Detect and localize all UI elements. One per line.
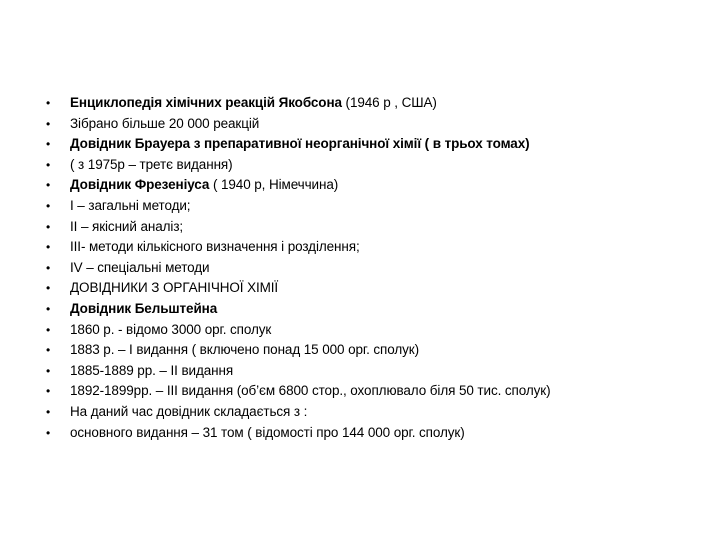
bullet-icon: • (46, 281, 51, 296)
list-item-normal-text: ( з 1975р – третє видання) (70, 156, 233, 172)
list-item-text (70, 381, 706, 402)
bullet-icon: • (46, 96, 51, 110)
list-item-normal-text: На даний час довідник складається з : (70, 403, 308, 419)
list-item-text (70, 237, 706, 258)
list-item-text (70, 320, 706, 341)
list-item-text (70, 155, 706, 176)
list-item-bold-text: Довідник Фрезеніуса (70, 177, 210, 193)
list-item-text (70, 340, 706, 361)
list-item-text (70, 258, 706, 279)
list-item-normal-text: 1892-1899рр. – ІІІ видання (об’єм 6800 стор., охоплювало біля 50 тис. сполук) (70, 383, 551, 399)
bullet-icon: • (46, 178, 51, 193)
list-item-normal-text: основного видання – 31 том ( відомості про 144 000 орг. сполук) (70, 424, 465, 440)
list-item-normal-text: 1885-1889 рр. – ІІ видання (70, 362, 234, 378)
list-item-text (70, 278, 706, 299)
list-item-text (70, 402, 706, 423)
bullet-icon: • (46, 425, 51, 440)
list-item (46, 361, 706, 382)
list-item (46, 299, 706, 320)
list-item (46, 114, 706, 135)
list-item (46, 402, 706, 423)
list-item (46, 320, 706, 341)
list-item (46, 258, 706, 279)
list-item (46, 93, 706, 114)
list-item (46, 278, 706, 299)
list-item-normal-text: 1883 р. – І видання ( включено понад 15 000 орг. сполук) (70, 342, 420, 358)
list-item-text (70, 93, 706, 114)
bullet-icon: • (46, 198, 51, 213)
list-item-text (70, 361, 706, 382)
list-item-normal-text: IV – спеціальні методи (70, 259, 210, 275)
list-item-normal-text: Зібрано більше 20 000 реакцій (70, 115, 260, 131)
bullet-icon: • (46, 404, 51, 419)
bullet-list (46, 93, 706, 443)
list-item-normal-text: ( 1940 р, Німеччина) (209, 177, 339, 193)
list-item-normal-text: І – загальні методи; (70, 197, 191, 213)
list-item (46, 237, 706, 258)
list-item-text (70, 175, 706, 196)
list-item-normal-text: ДОВІДНИКИ З ОРГАНІЧНОЇ ХІМІЇ (70, 280, 279, 296)
list-item-normal-text: ІІІ- методи кількісного визначення і розділення; (70, 239, 360, 255)
bullet-icon: • (46, 322, 51, 337)
list-item (46, 175, 706, 196)
list-item-bold-text: Енциклопедія хімічних реакцій Якобсона (70, 95, 342, 110)
list-item-text (70, 299, 706, 320)
bullet-icon: • (46, 384, 51, 399)
list-item-normal-text: (1946 р , США) (341, 95, 437, 110)
list-item-normal-text: 1860 р. - відомо 3000 орг. сполук (70, 321, 272, 337)
list-item (46, 155, 706, 176)
list-item (46, 340, 706, 361)
bullet-icon: • (46, 343, 51, 358)
bullet-icon: • (46, 260, 51, 275)
bullet-icon: • (46, 301, 51, 316)
bullet-icon: • (46, 137, 51, 152)
bullet-icon: • (46, 240, 51, 255)
bullet-icon: • (46, 157, 51, 172)
bullet-icon: • (46, 219, 51, 234)
list-item (46, 196, 706, 217)
list-item-bold-text: Довідник Брауера з препаративної неорганічної хімії ( в трьох томах) (70, 136, 530, 152)
list-item (46, 381, 706, 402)
bullet-icon: • (46, 116, 51, 131)
list-item-text (70, 217, 706, 238)
list-item-text (70, 134, 706, 155)
list-item (46, 423, 706, 444)
list-item-text (70, 196, 706, 217)
list-item (46, 134, 706, 155)
list-item (46, 217, 706, 238)
list-item-text (70, 423, 706, 444)
list-item-bold-text: Довідник Бельштейна (70, 300, 218, 316)
list-item-normal-text: ІІ – якісний аналіз; (70, 218, 184, 234)
list-item-text (70, 114, 706, 135)
bullet-icon: • (46, 363, 51, 378)
